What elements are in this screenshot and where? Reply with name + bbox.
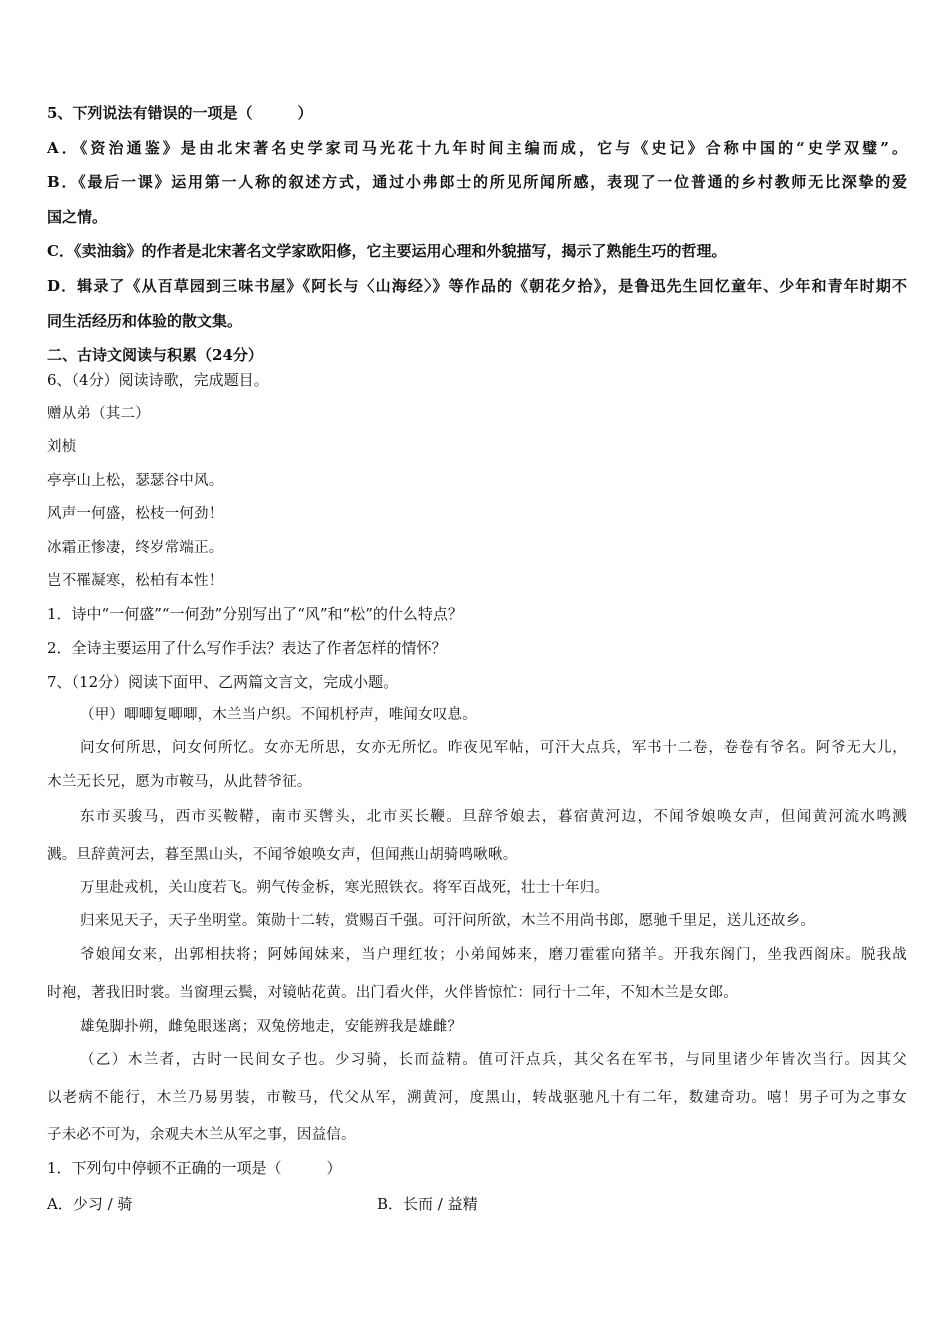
q7-option-b: B．长而 / 益精 [377, 1195, 478, 1213]
poem-line: 冰霜正惨凄，终岁常端正。 [47, 540, 224, 556]
poem-line: 风声一何盛，松枝一何劲！ [47, 506, 224, 522]
poem-author: 刘桢 [47, 439, 77, 455]
passage-jia-para: 东市买骏马，西市买鞍鞯，南市买辔头，北市买长鞭。旦辞爷娘去，暮宿黄河边，不闻爷娘唤女声，但闻黄河流水鸣溅 [80, 809, 907, 825]
passage-yi-para: （乙）木兰者，古时一民间女子也。少习骑，长而益精。值可汗点兵，其父名在军书，与同里诸少年皆次当行。因其父 [80, 1052, 907, 1068]
q5-option-a: A．《资治通鉴》是由北宋著名史学家司马光花十九年时间主编而成，它与《史记》合称中国的“史学双璧”。 [47, 139, 907, 157]
passage-jia-para: 爷娘闻女来，出郭相扶将；阿姊闻妹来，当户理红妆；小弟闻姊来，磨刀霍霍向猪羊。开我东阁门，坐我西阁床。脱我战 [80, 947, 907, 963]
q7-subquestion-1: 1．下列句中停顿不正确的一项是（ ） [47, 1159, 342, 1177]
passage-jia-para-cont: 溅。旦辞黄河去，暮至黑山头，不闻爷娘唤女声，但闻燕山胡骑鸣啾啾。 [47, 847, 518, 863]
passage-jia-para: 雄兔脚扑朔，雌兔眼迷离；双兔傍地走，安能辨我是雄雌？ [80, 1019, 463, 1035]
q7-stem: 7、（12分）阅读下面甲、乙两篇文言文，完成小题。 [47, 673, 399, 691]
q5-stem: 5、下列说法有错误的一项是（ ） [47, 104, 313, 122]
q5-option-b-line1: B．《最后一课》运用第一人称的叙述方式，通过小弗郎士的所见所闻所感，表现了一位普通的乡村教师无比深挚的爱 [47, 173, 907, 191]
passage-yi-para-cont: 子未必不可为，余观夫木兰从军之事，因益信。 [47, 1127, 356, 1143]
passage-jia-para: 万里赴戎机，关山度若飞。朔气传金柝，寒光照铁衣。将军百战死，壮士十年归。 [80, 880, 610, 896]
q6-stem: 6、（4分）阅读诗歌，完成题目。 [47, 371, 269, 389]
passage-jia-para-cont: 木兰无长兄，愿为市鞍马，从此替爷征。 [47, 774, 312, 790]
poem-title: 赠从弟（其二） [47, 406, 150, 422]
q5-option-d-line2: 同生活经历和体验的散文集。 [47, 312, 243, 330]
q6-subquestion-1: 1．诗中“一何盛”“一何劲”分别写出了“风”和“松”的什么特点？ [47, 605, 463, 623]
passage-jia-para: （甲）唧唧复唧唧，木兰当户织。不闻机杼声，唯闻女叹息。 [80, 707, 477, 723]
q6-subquestion-2: 2．全诗主要运用了什么写作手法？表达了作者怎样的情怀？ [47, 639, 447, 657]
passage-yi-para-cont: 以老病不能行，木兰乃易男装，市鞍马，代父从军，溯黄河，度黑山，转战驱驰凡十有二年，数建奇功。嘻！男子可为之事女 [47, 1090, 907, 1106]
q5-option-c: C．《卖油翁》的作者是北宋著名文学家欧阳修，它主要运用心理和外貌描写，揭示了熟能生巧的哲理。 [47, 242, 727, 260]
passage-jia-para: 归来见天子，天子坐明堂。策勋十二转，赏赐百千强。可汗问所欲，木兰不用尚书郎，愿驰千里足，送儿还故乡。 [80, 913, 815, 929]
q5-option-b-line2: 国之情。 [47, 208, 108, 226]
poem-line: 亭亭山上松，瑟瑟谷中风。 [47, 473, 224, 489]
passage-jia-para-cont: 时袍，著我旧时裳。当窗理云鬓，对镜帖花黄。出门看火伴，火伴皆惊忙：同行十二年，不知木兰是女郎。 [47, 985, 738, 1001]
q5-option-d-line1: D．辑录了《从百草园到三味书屋》《阿长与〈山海经〉》等作品的《朝花夕拾》，是鲁迅先生回忆童年、少年和青年时期不 [47, 277, 907, 295]
q7-option-a: A．少习 / 骑 [47, 1195, 133, 1213]
passage-jia-para: 问女何所思，问女何所忆。女亦无所思，女亦无所忆。昨夜见军帖，可汗大点兵，军书十二卷，卷卷有爷名。阿爷无大儿， [80, 740, 907, 756]
poem-line: 岂不罹凝寒，松柏有本性！ [47, 573, 224, 589]
section-heading: 二、古诗文阅读与积累（24分） [47, 346, 263, 364]
